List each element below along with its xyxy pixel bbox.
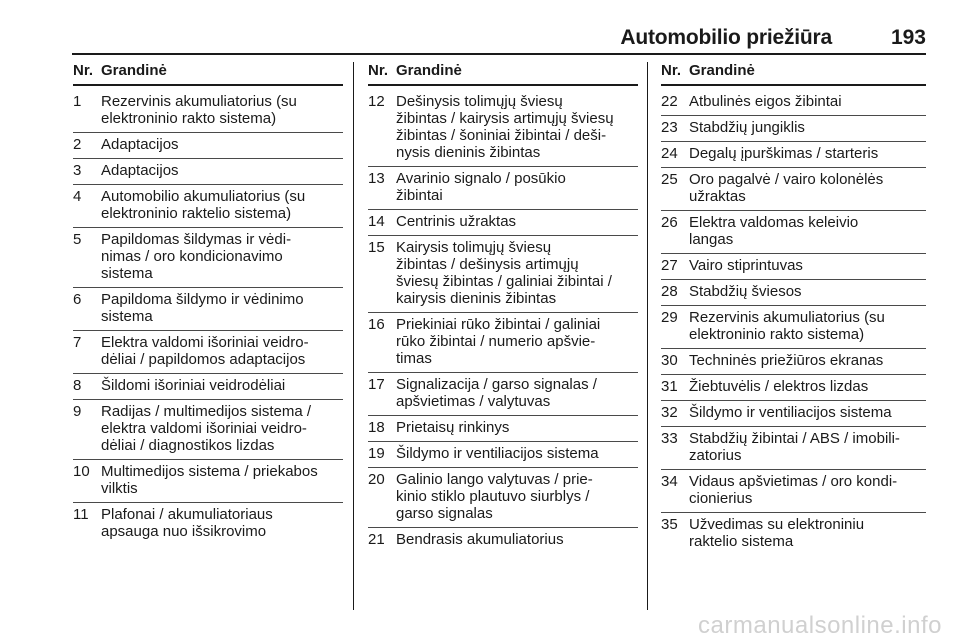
table-row bbox=[368, 416, 638, 442]
circuit-description: Bendrasis akumuliatorius bbox=[396, 531, 564, 548]
header-nr: Nr. bbox=[368, 62, 389, 79]
circuit-description: Žiebtuvėlis / elektros lizdas bbox=[689, 378, 869, 395]
fuse-number: 21 bbox=[368, 531, 385, 548]
circuit-description: Degalų įpurškimas / starteris bbox=[689, 145, 879, 162]
fuse-number: 5 bbox=[73, 231, 82, 248]
fuse-number: 35 bbox=[661, 516, 678, 533]
table-row bbox=[73, 331, 343, 374]
circuit-description: Avarinio signalo / posūkio žibintai bbox=[396, 170, 566, 204]
circuit-description: Adaptacijos bbox=[101, 136, 179, 153]
fuse-number: 20 bbox=[368, 471, 385, 488]
circuit-description: Prietaisų rinkinys bbox=[396, 419, 510, 436]
section-title: Automobilio priežiūra bbox=[620, 26, 832, 49]
circuit-description: Adaptacijos bbox=[101, 162, 179, 179]
table-row bbox=[661, 168, 926, 211]
fuse-number: 13 bbox=[368, 170, 385, 187]
circuit-description: Šildymo ir ventiliacijos sistema bbox=[396, 445, 599, 462]
table-row bbox=[661, 116, 926, 142]
circuit-description: Automobilio akumuliatorius (su elektroninio raktelio sistema) bbox=[101, 188, 306, 222]
table-row bbox=[368, 468, 638, 528]
table-rows bbox=[73, 90, 343, 545]
table-row bbox=[368, 210, 638, 236]
header-divider bbox=[72, 53, 926, 55]
table-row bbox=[73, 159, 343, 185]
table-row bbox=[73, 460, 343, 503]
fuse-number: 2 bbox=[73, 136, 82, 153]
fuse-table-column-2 bbox=[368, 62, 638, 553]
table-rows bbox=[368, 90, 638, 553]
fuse-number: 14 bbox=[368, 213, 385, 230]
table-row bbox=[661, 254, 926, 280]
circuit-description: Vidaus apšvietimas / oro kondi- cionierius bbox=[689, 473, 898, 507]
table-row bbox=[73, 90, 343, 133]
fuse-number: 23 bbox=[661, 119, 678, 136]
table-row bbox=[368, 90, 638, 167]
column-divider bbox=[353, 62, 354, 610]
fuse-number: 15 bbox=[368, 239, 385, 256]
circuit-description: Plafonai / akumuliatoriaus apsauga nuo išsikrovimo bbox=[101, 506, 273, 540]
fuse-number: 33 bbox=[661, 430, 678, 447]
page-number: 193 bbox=[890, 26, 926, 49]
header-circuit: Grandinė bbox=[396, 62, 462, 79]
circuit-description: Kairysis tolimųjų šviesų žibintas / dešinysis artimųjų šviesų žibintas / galiniai žibintai / kairysis dieninis žibintas bbox=[396, 239, 612, 307]
fuse-number: 3 bbox=[73, 162, 82, 179]
fuse-number: 9 bbox=[73, 403, 82, 420]
circuit-description: Užvedimas su elektroniniu raktelio sistema bbox=[689, 516, 865, 550]
circuit-description: Elektra valdomi išoriniai veidro- dėliai / papildomos adaptacijos bbox=[101, 334, 309, 368]
fuse-number: 22 bbox=[661, 93, 678, 110]
table-row bbox=[368, 167, 638, 210]
table-row bbox=[661, 513, 926, 555]
fuse-number: 32 bbox=[661, 404, 678, 421]
table-row bbox=[661, 470, 926, 513]
fuse-number: 28 bbox=[661, 283, 678, 300]
table-header bbox=[73, 62, 343, 86]
circuit-description: Oro pagalvė / vairo kolonėlės užraktas bbox=[689, 171, 884, 205]
circuit-description: Papildomas šildymas ir vėdi- nimas / oro kondicionavimo sistema bbox=[101, 231, 292, 282]
table-row bbox=[661, 142, 926, 168]
table-row bbox=[661, 401, 926, 427]
header-nr: Nr. bbox=[73, 62, 94, 79]
fuse-number: 34 bbox=[661, 473, 678, 490]
circuit-description: Centrinis užraktas bbox=[396, 213, 517, 230]
table-row bbox=[661, 211, 926, 254]
table-row bbox=[661, 375, 926, 401]
circuit-description: Stabdžių žibintai / ABS / imobili- zatorius bbox=[689, 430, 900, 464]
fuse-number: 11 bbox=[73, 506, 89, 523]
table-row bbox=[73, 374, 343, 400]
table-row bbox=[661, 306, 926, 349]
circuit-description: Priekiniai rūko žibintai / galiniai rūko žibintai / numerio apšvie- timas bbox=[396, 316, 601, 367]
table-rows bbox=[661, 90, 926, 555]
header-circuit: Grandinė bbox=[101, 62, 167, 79]
column-divider bbox=[647, 62, 648, 610]
table-row bbox=[73, 133, 343, 159]
circuit-description: Šildymo ir ventiliacijos sistema bbox=[689, 404, 892, 421]
circuit-description: Techninės priežiūros ekranas bbox=[689, 352, 884, 369]
circuit-description: Rezervinis akumuliatorius (su elektroninio rakto sistema) bbox=[101, 93, 297, 127]
fuse-number: 16 bbox=[368, 316, 385, 333]
circuit-description: Dešinysis tolimųjų šviesų žibintas / kairysis artimųjų šviesų žibintas / šoniniai žibintai / deši- nysis dieninis žibintas bbox=[396, 93, 614, 161]
circuit-description: Signalizacija / garso signalas / apšvietimas / valytuvas bbox=[396, 376, 597, 410]
circuit-description: Papildoma šildymo ir vėdinimo sistema bbox=[101, 291, 304, 325]
fuse-number: 6 bbox=[73, 291, 82, 308]
fuse-table-column-3 bbox=[661, 62, 926, 555]
circuit-description: Vairo stiprintuvas bbox=[689, 257, 803, 274]
circuit-description: Multimedijos sistema / priekabos vilktis bbox=[101, 463, 318, 497]
fuse-number: 30 bbox=[661, 352, 678, 369]
table-row bbox=[661, 280, 926, 306]
table-header bbox=[661, 62, 926, 86]
page-header bbox=[0, 0, 960, 58]
circuit-description: Radijas / multimedijos sistema / elektra valdomi išoriniai veidro- dėliai / diagnostikos lizdas bbox=[101, 403, 312, 454]
fuse-number: 26 bbox=[661, 214, 678, 231]
circuit-description: Galinio lango valytuvas / prie- kinio stiklo plautuvo siurblys / garso signalas bbox=[396, 471, 593, 522]
fuse-number: 18 bbox=[368, 419, 385, 436]
table-header bbox=[368, 62, 638, 86]
header-nr: Nr. bbox=[661, 62, 682, 79]
fuse-number: 25 bbox=[661, 171, 678, 188]
fuse-number: 31 bbox=[661, 378, 678, 395]
table-row bbox=[73, 503, 343, 545]
table-row bbox=[368, 373, 638, 416]
table-row bbox=[73, 400, 343, 460]
table-row bbox=[661, 349, 926, 375]
fuse-number: 10 bbox=[73, 463, 90, 480]
fuse-number: 19 bbox=[368, 445, 385, 462]
circuit-description: Rezervinis akumuliatorius (su elektroninio rakto sistema) bbox=[689, 309, 885, 343]
circuit-description: Stabdžių šviesos bbox=[689, 283, 802, 300]
fuse-number: 12 bbox=[368, 93, 385, 110]
circuit-description: Stabdžių jungiklis bbox=[689, 119, 805, 136]
table-row bbox=[661, 90, 926, 116]
table-row bbox=[73, 185, 343, 228]
table-row bbox=[368, 236, 638, 313]
table-row bbox=[368, 442, 638, 468]
watermark: carmanualsonline.info bbox=[698, 612, 942, 639]
circuit-description: Šildomi išoriniai veidrodėliai bbox=[101, 377, 286, 394]
fuse-number: 24 bbox=[661, 145, 678, 162]
fuse-number: 7 bbox=[73, 334, 82, 351]
table-row bbox=[661, 427, 926, 470]
circuit-description: Elektra valdomas keleivio langas bbox=[689, 214, 859, 248]
header-circuit: Grandinė bbox=[689, 62, 755, 79]
fuse-number: 8 bbox=[73, 377, 82, 394]
table-row bbox=[368, 528, 638, 553]
fuse-table-column-1 bbox=[73, 62, 343, 545]
table-row bbox=[73, 228, 343, 288]
fuse-number: 4 bbox=[73, 188, 82, 205]
fuse-number: 1 bbox=[73, 93, 82, 110]
circuit-description: Atbulinės eigos žibintai bbox=[689, 93, 842, 110]
table-row bbox=[368, 313, 638, 373]
table-row bbox=[73, 288, 343, 331]
fuse-number: 29 bbox=[661, 309, 678, 326]
fuse-number: 17 bbox=[368, 376, 385, 393]
fuse-number: 27 bbox=[661, 257, 678, 274]
